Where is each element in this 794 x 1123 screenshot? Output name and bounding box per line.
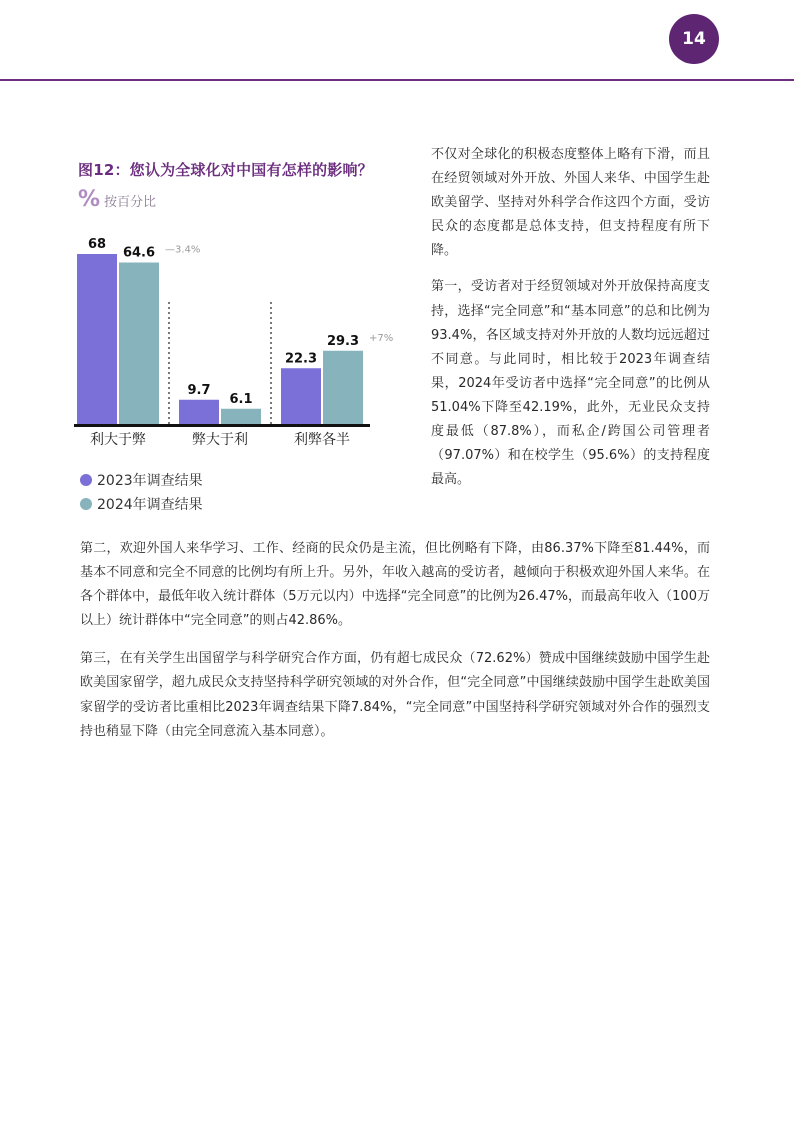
bar-2024-1 bbox=[119, 263, 159, 425]
bar-2024-2 bbox=[221, 409, 261, 424]
legend-label-2023: 2023年调查结果 bbox=[97, 473, 203, 489]
data-label-2024-1: 64.6 bbox=[122, 245, 156, 261]
data-label-2023-3: 22.3 bbox=[284, 351, 318, 367]
legend-swatch-2023 bbox=[80, 474, 92, 486]
bar-chart bbox=[70, 228, 400, 458]
side-paragraph-1: 不仅对全球化的积极态度整体上略有下滑，而且在经贸领域对外开放、外国人来华、中国学生赴欧美留学、坚持对外科学合作这四个方面，受访民众的态度都是总体支持，但支持程度有所下降。 bbox=[431, 147, 710, 259]
bar-2023-1 bbox=[77, 254, 117, 424]
percent-icon: % bbox=[78, 187, 101, 212]
legend-item-2024 bbox=[80, 492, 203, 516]
category-label-2: 弊大于利 bbox=[192, 432, 248, 448]
data-label-2024-3: 29.3 bbox=[326, 333, 360, 349]
chart-legend bbox=[80, 468, 203, 516]
unit-label: 按百分比 bbox=[104, 194, 157, 210]
bar-2024-3 bbox=[323, 351, 363, 424]
bar-2023-3 bbox=[281, 368, 321, 424]
data-label-2023-1: 68 bbox=[87, 237, 107, 252]
data-label-2024-2: 6.1 bbox=[229, 391, 253, 407]
body-paragraph-2: 第三，在有关学生出国留学与科学研究合作方面，仍有超七成民众（72.62%）赞成中国继续鼓励中国学生赴欧美国家留学，超九成民众支持坚持科学研究领域的对外合作，但“完全同意”中国继续鼓励中国学生赴欧美国家留学的受访者比重相比2023年调查结果下降7.84%，“完全同意”中国坚持科学研究领域对外合作的强烈支持也稍显下降（由完全同意流入基本同意）。 bbox=[80, 651, 710, 739]
page-number-badge: 14 bbox=[669, 14, 719, 64]
legend-swatch-2024 bbox=[80, 498, 92, 510]
body-text bbox=[80, 537, 710, 758]
change-annotation-2: +7% bbox=[369, 332, 394, 344]
side-column-text bbox=[431, 143, 710, 504]
legend-item-2023 bbox=[80, 468, 203, 492]
change-annotation-1: —3.4% bbox=[165, 244, 201, 256]
header-rule bbox=[0, 79, 794, 81]
figure-title: 图12：您认为全球化对中国有怎样的影响？ bbox=[78, 161, 373, 179]
unit-note bbox=[78, 187, 156, 213]
category-label-3: 利弊各半 bbox=[294, 432, 350, 448]
data-label-2023-2: 9.7 bbox=[187, 382, 211, 398]
bar-2023-2 bbox=[179, 400, 219, 424]
body-paragraph-1: 第二，欢迎外国人来华学习、工作、经商的民众仍是主流，但比例略有下降，由86.37%下降至81.44%，而基本不同意和完全不同意的比例均有所上升。另外，年收入越高的受访者，越倾向于积极欢迎外国人来华。在各个群体中，最低年收入统计群体（5万元以内）中选择“完全同意”的比例为26.47%，而最高年收入（100万以上）统计群体中“完全同意”的则占42.86%。 bbox=[80, 541, 710, 629]
side-paragraph-2: 第一，受访者对于经贸领域对外开放保持高度支持，选择“完全同意”和“基本同意”的总和比例为93.4%，各区域支持对外开放的人数均远远超过不同意。与此同时，相比较于2023年调查结果，2024年受访者中选择“完全同意”的比例从51.04%下降至42.19%，此外，无业民众支持度最低（87.8%），而私企/跨国公司管理者（97.07%）和在校学生（95.6%）的支持程度最高。 bbox=[431, 279, 710, 488]
category-label-1: 利大于弊 bbox=[90, 432, 146, 448]
legend-label-2024: 2024年调查结果 bbox=[97, 497, 203, 513]
